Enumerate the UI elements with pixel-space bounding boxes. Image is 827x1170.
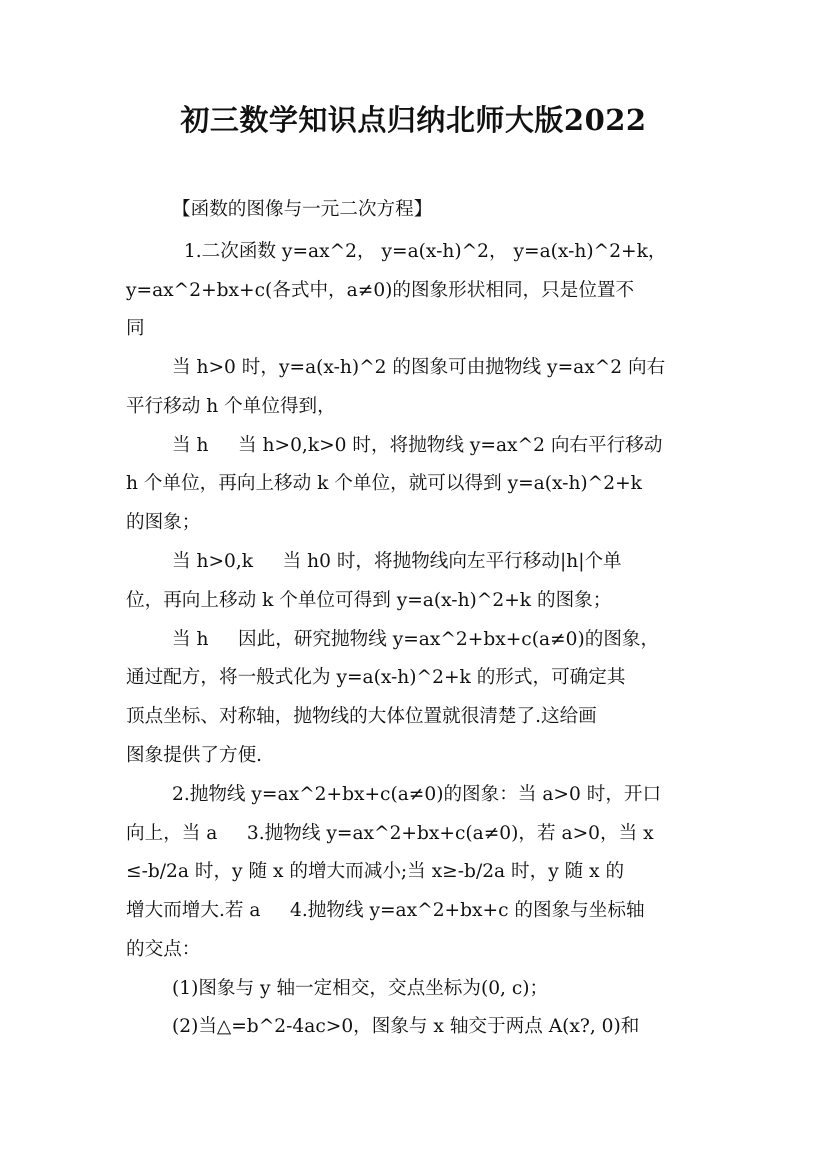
body-line: (1)图象与 y 轴一定相交，交点坐标为(0, c)； [172,978,549,999]
body-line: 的图象； [126,512,201,533]
body-line: 当 h>0,k 当 h0 时，将抛物线向左平行移动|h|个单 [172,551,622,572]
body-line: 2.抛物线 y=ax^2+bx+c(a≠0)的图象：当 a>0 时，开口 [172,784,662,805]
body-line: 当 h 当 h>0,k>0 时，将抛物线 y=ax^2 向右平行移动 [172,435,663,456]
document-title: 初三数学知识点归纳北师大版2022 [180,103,647,137]
body-line: 平行移动 h 个单位得到， [126,396,336,417]
body-line: 的交点： [126,939,201,960]
body-line: (2)当△=b^2-4ac>0，图象与 x 轴交于两点 A(x?, 0)和 [172,1016,640,1037]
body-line: h 个单位，再向上移动 k 个单位，就可以得到 y=a(x-h)^2+k [126,473,642,494]
body-line: ≤-b/2a 时，y 随 x 的增大而减小;当 x≥-b/2a 时，y 随 x 的 [126,861,625,882]
body-line: 增大而增大.若 a 4.抛物线 y=ax^2+bx+c 的图象与坐标轴 [126,900,645,921]
body-line: 通过配方，将一般式化为 y=a(x-h)^2+k 的形式，可确定其 [126,667,626,688]
body-line: 位，再向上移动 k 个单位可得到 y=a(x-h)^2+k 的图象； [126,590,612,611]
body-line: 1.二次函数 y=ax^2， y=a(x-h)^2， y=a(x-h)^2+k， [178,241,667,262]
body-line: 同 [126,318,145,339]
body-line: 向上，当 a 3.抛物线 y=ax^2+bx+c(a≠0)，若 a>0，当 x [126,823,654,844]
body-line: 当 h>0 时，y=a(x-h)^2 的图象可由抛物线 y=ax^2 向右 [172,357,666,378]
body-line: 当 h 因此，研究抛物线 y=ax^2+bx+c(a≠0)的图象， [172,629,660,650]
body-line: 顶点坐标、对称轴，抛物线的大体位置就很清楚了.这给画 [126,706,597,727]
section-heading: 【函数的图像与一元二次方程】 [172,199,433,220]
body-line: y=ax^2+bx+c(各式中，a≠0)的图象形状相同，只是位置不 [126,280,635,301]
body-line: 图象提供了方便. [126,745,263,766]
